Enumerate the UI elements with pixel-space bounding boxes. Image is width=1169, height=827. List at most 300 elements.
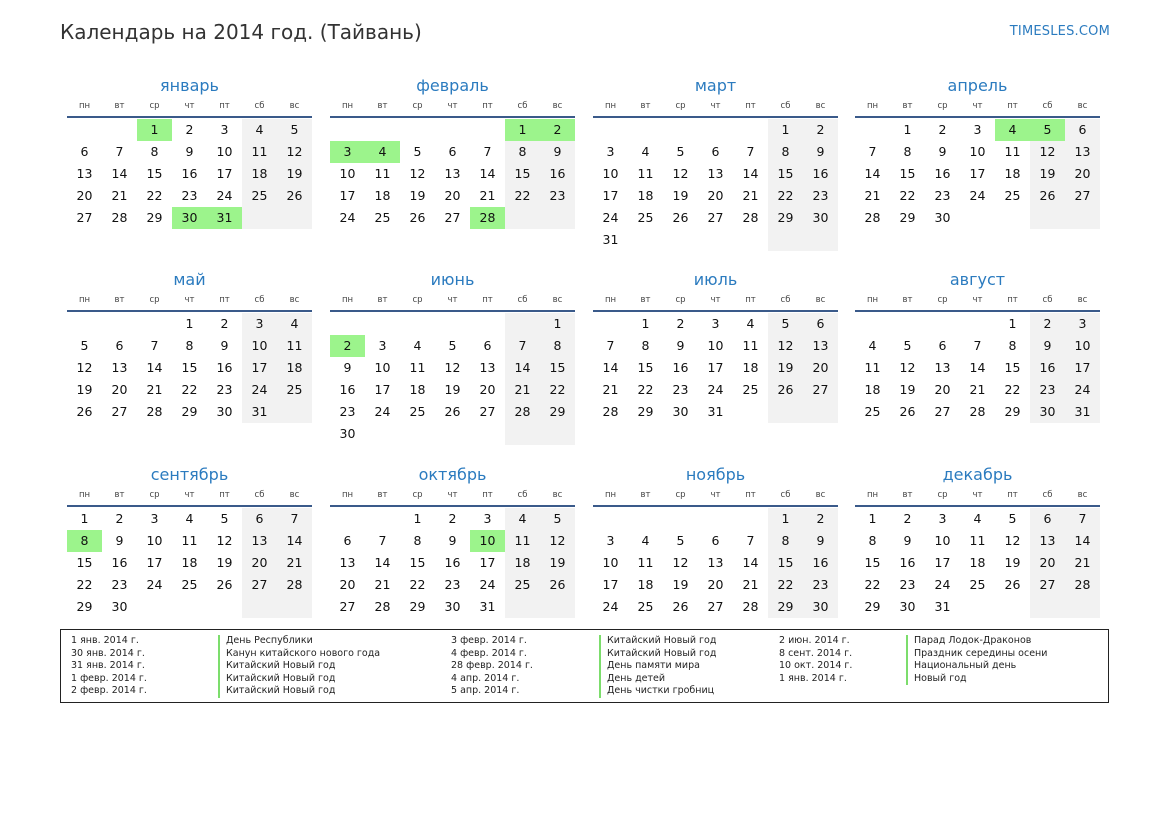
empty-cell	[137, 596, 172, 618]
weekday-label: пн	[866, 489, 879, 500]
empty-cell	[435, 423, 470, 445]
day-cell: 14	[864, 166, 881, 181]
site-link[interactable]: TIMESLES.COM	[1009, 24, 1110, 39]
header-divider	[855, 505, 1100, 507]
page-title: Календарь на 2014 год. (Тайвань)	[60, 20, 422, 44]
day-cell: 2	[803, 508, 838, 530]
day-cell: 14	[1065, 530, 1100, 552]
day-cell: 29	[768, 207, 803, 229]
day-cell: 8	[540, 335, 575, 357]
weekday-label: сб	[517, 100, 528, 111]
day-cell: 26	[672, 599, 689, 614]
day-cell: 1	[641, 316, 650, 331]
day-cell: 28	[146, 404, 163, 419]
day-cell: 8	[868, 533, 877, 548]
weekday-label: ср	[412, 100, 423, 111]
day-cell: 23	[803, 185, 838, 207]
day-cell: 16	[540, 163, 575, 185]
day-cell: 5	[277, 119, 312, 141]
day-cell: 1	[540, 313, 575, 335]
weekday-label: пн	[341, 489, 354, 500]
header-divider	[67, 310, 312, 312]
weekday-label: пн	[78, 100, 91, 111]
weekday-header	[855, 97, 1100, 114]
day-cell: 24	[602, 599, 619, 614]
day-cell: 12	[409, 166, 426, 181]
empty-cell	[855, 313, 890, 335]
day-cell: 14	[111, 166, 128, 181]
day-cell: 12	[76, 360, 93, 375]
day-cell: 10	[216, 144, 233, 159]
day-cell: 5	[903, 338, 912, 353]
day-cell: 9	[803, 141, 838, 163]
month-block	[67, 75, 312, 229]
day-cell: 27	[479, 404, 496, 419]
day-cell: 5	[676, 533, 685, 548]
empty-cell	[137, 313, 172, 335]
day-cell: 11	[637, 166, 654, 181]
day-cell: 5	[80, 338, 89, 353]
day-cell: 12	[768, 335, 803, 357]
holiday-day: 1	[137, 119, 172, 141]
day-cell: 31	[602, 232, 619, 247]
day-cell: 11	[637, 555, 654, 570]
weekday-label: пт	[482, 100, 493, 111]
weekday-label: сб	[780, 294, 791, 305]
day-cell: 31	[242, 401, 277, 423]
day-cell: 4	[868, 338, 877, 353]
legend-date: 1 февр. 2014 г.	[71, 672, 147, 684]
day-cell: 13	[242, 530, 277, 552]
weekday-label: вт	[114, 294, 125, 305]
empty-cell	[435, 119, 470, 141]
day-cell: 24	[374, 404, 391, 419]
day-cell: 16	[672, 360, 689, 375]
empty-cell	[540, 423, 575, 445]
day-cell: 4	[746, 316, 755, 331]
day-cell: 8	[768, 141, 803, 163]
empty-cell	[242, 596, 277, 618]
day-cell: 16	[181, 166, 198, 181]
day-cell: 16	[216, 360, 233, 375]
days-grid	[593, 508, 838, 618]
day-cell: 8	[505, 141, 540, 163]
empty-cell	[960, 207, 995, 229]
day-cell: 31	[707, 404, 724, 419]
weekday-header	[330, 291, 575, 308]
day-cell: 28	[1065, 574, 1100, 596]
legend-dates	[779, 635, 852, 685]
day-cell: 25	[374, 210, 391, 225]
weekday-label: пн	[341, 294, 354, 305]
weekday-header	[67, 97, 312, 114]
weekday-label: чт	[184, 100, 195, 111]
day-cell: 20	[479, 382, 496, 397]
days-grid	[593, 119, 838, 251]
day-cell: 3	[938, 511, 947, 526]
empty-cell	[628, 229, 663, 251]
day-cell: 14	[742, 555, 759, 570]
day-cell: 30	[934, 210, 951, 225]
day-cell: 25	[242, 185, 277, 207]
day-cell: 30	[444, 599, 461, 614]
day-cell: 6	[938, 338, 947, 353]
day-cell: 14	[969, 360, 986, 375]
day-cell: 10	[602, 555, 619, 570]
empty-cell	[733, 401, 768, 423]
day-cell: 23	[672, 382, 689, 397]
month-name: сентябрь	[150, 465, 229, 484]
empty-cell	[67, 119, 102, 141]
day-cell: 31	[479, 599, 496, 614]
day-cell: 6	[483, 338, 492, 353]
empty-cell	[995, 207, 1030, 229]
days-grid	[593, 313, 838, 423]
month-name: февраль	[416, 76, 489, 95]
day-cell: 1	[903, 122, 912, 137]
empty-cell	[435, 313, 470, 335]
weekday-label: пт	[1007, 294, 1018, 305]
day-cell: 6	[242, 508, 277, 530]
day-cell: 24	[339, 210, 356, 225]
empty-cell	[663, 119, 698, 141]
day-cell: 24	[146, 577, 163, 592]
day-cell: 9	[220, 338, 229, 353]
weekday-label: чт	[184, 489, 195, 500]
legend-holiday-name: День чистки гробниц	[599, 685, 716, 698]
holiday-day: 4	[365, 141, 400, 163]
legend-date: 5 апр. 2014 г.	[451, 685, 520, 696]
weekday-label: ср	[412, 294, 423, 305]
header-divider	[855, 116, 1100, 118]
day-cell: 22	[899, 188, 916, 203]
day-cell: 15	[1004, 360, 1021, 375]
day-cell: 20	[803, 357, 838, 379]
weekday-label: вт	[640, 100, 651, 111]
day-cell: 30	[1030, 401, 1065, 423]
weekday-label: пн	[604, 294, 617, 305]
day-cell: 14	[479, 166, 496, 181]
weekday-label: чт	[710, 489, 721, 500]
header-divider	[855, 310, 1100, 312]
month-block	[67, 464, 312, 618]
day-cell: 1	[413, 511, 422, 526]
day-cell: 30	[899, 599, 916, 614]
day-cell: 12	[1030, 141, 1065, 163]
weekday-label: ср	[675, 100, 686, 111]
month-block	[593, 269, 838, 423]
day-cell: 8	[150, 144, 159, 159]
day-cell: 21	[479, 188, 496, 203]
weekday-label: ср	[937, 100, 948, 111]
day-cell: 13	[707, 555, 724, 570]
day-cell: 8	[185, 338, 194, 353]
weekday-label: сб	[780, 489, 791, 500]
empty-cell	[400, 423, 435, 445]
legend-date: 31 янв. 2014 г.	[71, 660, 145, 671]
day-cell: 6	[343, 533, 352, 548]
weekday-label: вт	[377, 489, 388, 500]
day-cell: 10	[146, 533, 163, 548]
day-cell: 12	[672, 555, 689, 570]
holiday-legend	[60, 629, 1109, 703]
day-cell: 16	[803, 163, 838, 185]
day-cell: 1	[768, 508, 803, 530]
day-cell: 25	[277, 379, 312, 401]
day-cell: 19	[1030, 163, 1065, 185]
holiday-day: 1	[505, 119, 540, 141]
day-cell: 18	[742, 360, 759, 375]
header-divider	[330, 310, 575, 312]
day-cell: 28	[505, 401, 540, 423]
day-cell: 2	[903, 511, 912, 526]
empty-cell	[102, 313, 137, 335]
month-block	[593, 75, 838, 251]
weekday-label: ср	[675, 294, 686, 305]
empty-cell	[172, 596, 207, 618]
day-cell: 20	[1065, 163, 1100, 185]
day-cell: 29	[76, 599, 93, 614]
weekday-label: вт	[114, 100, 125, 111]
day-cell: 1	[1008, 316, 1017, 331]
empty-cell	[698, 229, 733, 251]
day-cell: 20	[242, 552, 277, 574]
holiday-day: 5	[1030, 119, 1065, 141]
day-cell: 26	[540, 574, 575, 596]
day-cell: 24	[242, 379, 277, 401]
day-cell: 21	[146, 382, 163, 397]
day-cell: 22	[181, 382, 198, 397]
weekday-label: сб	[254, 489, 265, 500]
day-cell: 5	[1008, 511, 1017, 526]
month-block	[593, 464, 838, 618]
legend-holiday-name: Китайский Новый год	[599, 635, 716, 648]
days-grid	[67, 119, 312, 229]
weekday-label: сб	[1042, 489, 1053, 500]
day-cell: 13	[479, 360, 496, 375]
day-cell: 7	[150, 338, 159, 353]
day-cell: 3	[1065, 313, 1100, 335]
weekday-header	[593, 291, 838, 308]
weekday-label: сб	[517, 294, 528, 305]
day-cell: 25	[1004, 188, 1021, 203]
day-cell: 10	[602, 166, 619, 181]
day-cell: 2	[1030, 313, 1065, 335]
weekday-label: сб	[1042, 294, 1053, 305]
weekday-label: пт	[219, 100, 230, 111]
empty-cell	[277, 596, 312, 618]
empty-cell	[365, 508, 400, 530]
day-cell: 12	[444, 360, 461, 375]
day-cell: 13	[339, 555, 356, 570]
day-cell: 7	[483, 144, 492, 159]
day-cell: 19	[768, 357, 803, 379]
day-cell: 17	[602, 188, 619, 203]
day-cell: 10	[934, 533, 951, 548]
weekday-label: пт	[482, 294, 493, 305]
day-cell: 17	[1065, 357, 1100, 379]
day-cell: 15	[181, 360, 198, 375]
holiday-day: 2	[540, 119, 575, 141]
empty-cell	[960, 596, 995, 618]
month-name: июнь	[430, 270, 475, 289]
day-cell: 18	[242, 163, 277, 185]
day-cell: 25	[505, 574, 540, 596]
day-cell: 10	[1065, 335, 1100, 357]
day-cell: 20	[707, 188, 724, 203]
weekday-label: вс	[552, 489, 563, 500]
empty-cell	[242, 207, 277, 229]
day-cell: 25	[864, 404, 881, 419]
day-cell: 28	[864, 210, 881, 225]
day-cell: 3	[606, 533, 615, 548]
day-cell: 11	[374, 166, 391, 181]
header-divider	[593, 505, 838, 507]
day-cell: 11	[242, 141, 277, 163]
empty-cell	[768, 229, 803, 251]
day-cell: 8	[903, 144, 912, 159]
weekday-label: вт	[902, 294, 913, 305]
empty-cell	[365, 119, 400, 141]
day-cell: 5	[413, 144, 422, 159]
day-cell: 10	[242, 335, 277, 357]
day-cell: 11	[742, 338, 759, 353]
legend-holiday-name: Праздник середины осени	[906, 648, 1047, 661]
day-cell: 9	[938, 144, 947, 159]
weekday-label: вс	[289, 489, 300, 500]
day-cell: 6	[803, 313, 838, 335]
days-grid	[330, 508, 575, 618]
day-cell: 4	[641, 144, 650, 159]
weekday-label: пт	[745, 100, 756, 111]
day-cell: 4	[185, 511, 194, 526]
day-cell: 27	[76, 210, 93, 225]
day-cell: 22	[637, 382, 654, 397]
day-cell: 8	[768, 530, 803, 552]
header-divider	[330, 116, 575, 118]
legend-date: 30 янв. 2014 г.	[71, 647, 145, 659]
day-cell: 26	[409, 210, 426, 225]
weekday-label: вт	[640, 489, 651, 500]
weekday-label: ср	[675, 489, 686, 500]
weekday-label: пн	[78, 489, 91, 500]
empty-cell	[960, 313, 995, 335]
empty-cell	[505, 596, 540, 618]
weekday-label: пт	[219, 489, 230, 500]
legend-dates	[451, 635, 533, 698]
empty-cell	[698, 508, 733, 530]
empty-cell	[330, 508, 365, 530]
day-cell: 24	[934, 577, 951, 592]
empty-cell	[330, 313, 365, 335]
day-cell: 19	[899, 382, 916, 397]
legend-holiday-name: Китайский Новый год	[218, 660, 380, 673]
empty-cell	[102, 119, 137, 141]
day-cell: 24	[602, 210, 619, 225]
day-cell: 9	[676, 338, 685, 353]
empty-cell	[995, 596, 1030, 618]
day-cell: 16	[1030, 357, 1065, 379]
day-cell: 21	[864, 188, 881, 203]
day-cell: 25	[969, 577, 986, 592]
day-cell: 28	[969, 404, 986, 419]
day-cell: 19	[540, 552, 575, 574]
day-cell: 14	[146, 360, 163, 375]
day-cell: 25	[409, 404, 426, 419]
day-cell: 14	[602, 360, 619, 375]
empty-cell	[768, 401, 803, 423]
day-cell: 17	[479, 555, 496, 570]
empty-cell	[540, 207, 575, 229]
holiday-day: 8	[67, 530, 102, 552]
empty-cell	[663, 229, 698, 251]
empty-cell	[470, 313, 505, 335]
day-cell: 18	[969, 555, 986, 570]
day-cell: 23	[1030, 379, 1065, 401]
day-cell: 2	[220, 316, 229, 331]
day-cell: 3	[242, 313, 277, 335]
empty-cell	[1030, 207, 1065, 229]
day-cell: 17	[374, 382, 391, 397]
day-cell: 10	[707, 338, 724, 353]
day-cell: 26	[768, 379, 803, 401]
days-grid	[67, 508, 312, 618]
day-cell: 27	[934, 404, 951, 419]
header-divider	[330, 505, 575, 507]
weekday-label: вс	[815, 294, 826, 305]
day-cell: 4	[641, 533, 650, 548]
day-cell: 9	[540, 141, 575, 163]
day-cell: 18	[637, 188, 654, 203]
weekday-header	[855, 486, 1100, 503]
day-cell: 7	[115, 144, 124, 159]
day-cell: 18	[409, 382, 426, 397]
day-cell: 29	[1004, 404, 1021, 419]
day-cell: 18	[374, 188, 391, 203]
days-grid	[67, 313, 312, 423]
day-cell: 7	[868, 144, 877, 159]
day-cell: 28	[111, 210, 128, 225]
day-cell: 14	[374, 555, 391, 570]
day-cell: 13	[1030, 530, 1065, 552]
day-cell: 28	[277, 574, 312, 596]
legend-dates	[71, 635, 147, 698]
day-cell: 1	[185, 316, 194, 331]
day-cell: 13	[707, 166, 724, 181]
empty-cell	[505, 313, 540, 335]
holiday-day: 4	[995, 119, 1030, 141]
day-cell: 12	[277, 141, 312, 163]
empty-cell	[1065, 596, 1100, 618]
weekday-label: вт	[114, 489, 125, 500]
day-cell: 22	[146, 188, 163, 203]
empty-cell	[330, 119, 365, 141]
weekday-label: чт	[447, 294, 458, 305]
legend-holiday-name: Парад Лодок-Драконов	[906, 635, 1047, 648]
day-cell: 11	[505, 530, 540, 552]
weekday-label: сб	[254, 100, 265, 111]
legend-holiday-name: Канун китайского нового года	[218, 648, 380, 661]
day-cell: 17	[707, 360, 724, 375]
weekday-label: ср	[149, 100, 160, 111]
day-cell: 4	[505, 508, 540, 530]
day-cell: 23	[899, 577, 916, 592]
month-name: май	[173, 270, 206, 289]
empty-cell	[890, 313, 925, 335]
day-cell: 20	[934, 382, 951, 397]
day-cell: 11	[181, 533, 198, 548]
day-cell: 19	[409, 188, 426, 203]
